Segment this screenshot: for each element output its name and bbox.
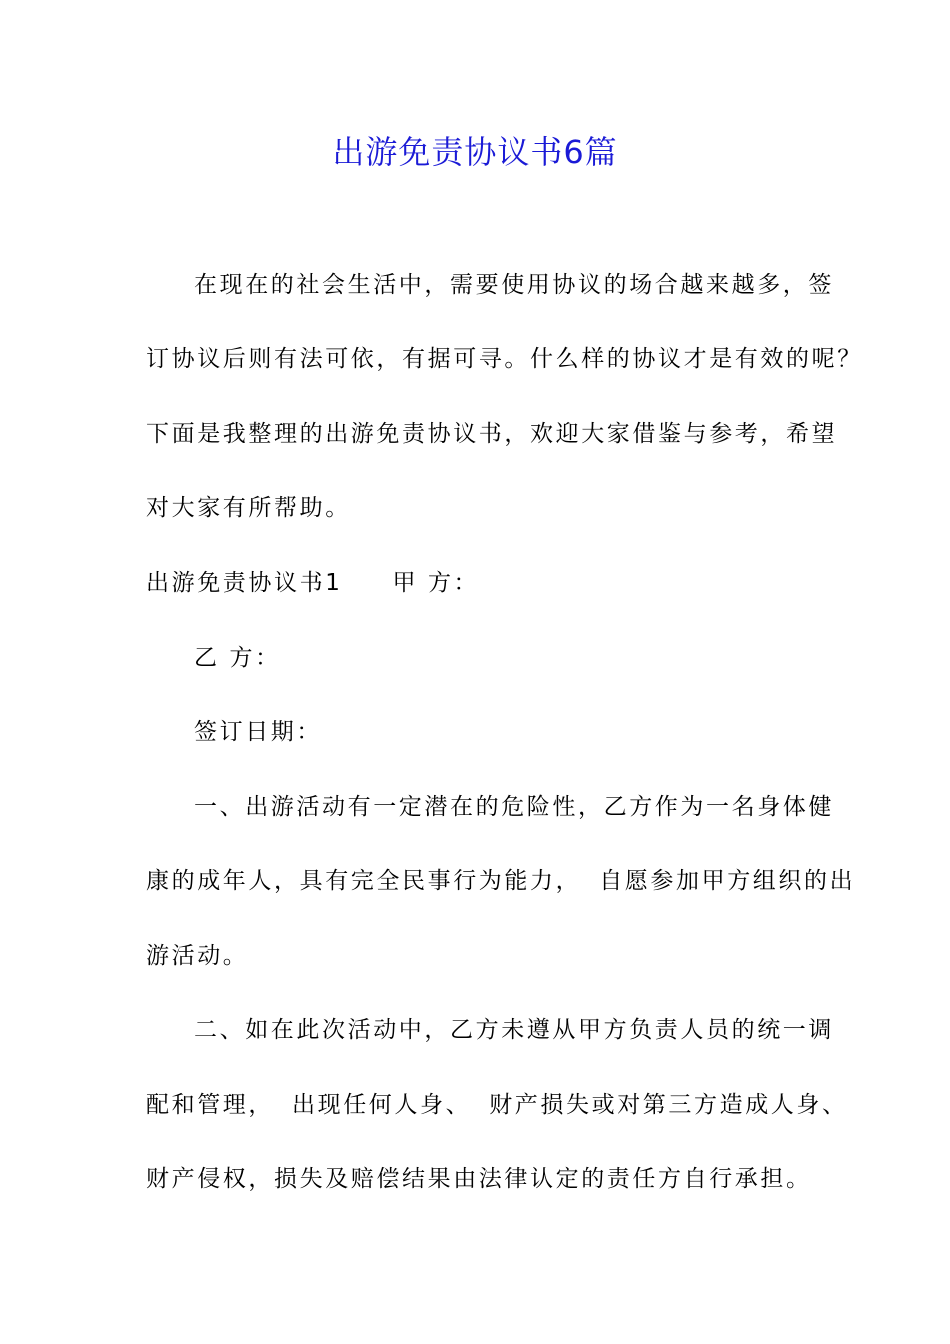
clause-1-line-1: 一、出游活动有一定潜在的危险性，乙方作为一名身体健 xyxy=(194,794,834,820)
clause-1-line-3: 游活动。 xyxy=(146,943,249,969)
clause-2-line-2b: 出现任何人身、 xyxy=(292,1092,472,1118)
intro-line-2: 订协议后则有法可依，有据可寻。什么样的协议才是有效的呢？ xyxy=(146,346,863,372)
intro-line-1: 在现在的社会生活中，需要使用协议的场合越来越多，签 xyxy=(194,272,834,298)
section-heading: 出游免责协议书1 xyxy=(146,570,343,596)
clause-2-line-2 xyxy=(146,1088,848,1122)
clause-1-line-2b: 自愿参加甲方组织的出 xyxy=(599,868,856,894)
party-a-label: 甲 方： xyxy=(392,570,480,596)
section-heading-row xyxy=(146,566,479,600)
party-b-label: 乙 方： xyxy=(194,645,281,671)
clause-2-line-2a: 配和管理， xyxy=(146,1092,274,1118)
clause-1-line-2 xyxy=(146,864,855,898)
intro-line-4: 对大家有所帮助。 xyxy=(146,495,351,521)
clause-2-line-1: 二、如在此次活动中，乙方未遵从甲方负责人员的统一调 xyxy=(194,1017,834,1043)
intro-line-3: 下面是我整理的出游免责协议书，欢迎大家借鉴与参考，希望 xyxy=(146,421,838,447)
clause-2-line-3: 财产侵权，损失及赔偿结果由法律认定的责任方自行承担。 xyxy=(146,1166,812,1192)
document-title: 出游免责协议书6篇 xyxy=(332,133,618,171)
clause-2-line-2c: 财产损失或对第三方造成人身、 xyxy=(489,1092,848,1118)
clause-1-line-2a: 康的成年人，具有完全民事行为能力， xyxy=(146,868,582,894)
sign-date-label: 签订日期： xyxy=(194,719,322,745)
